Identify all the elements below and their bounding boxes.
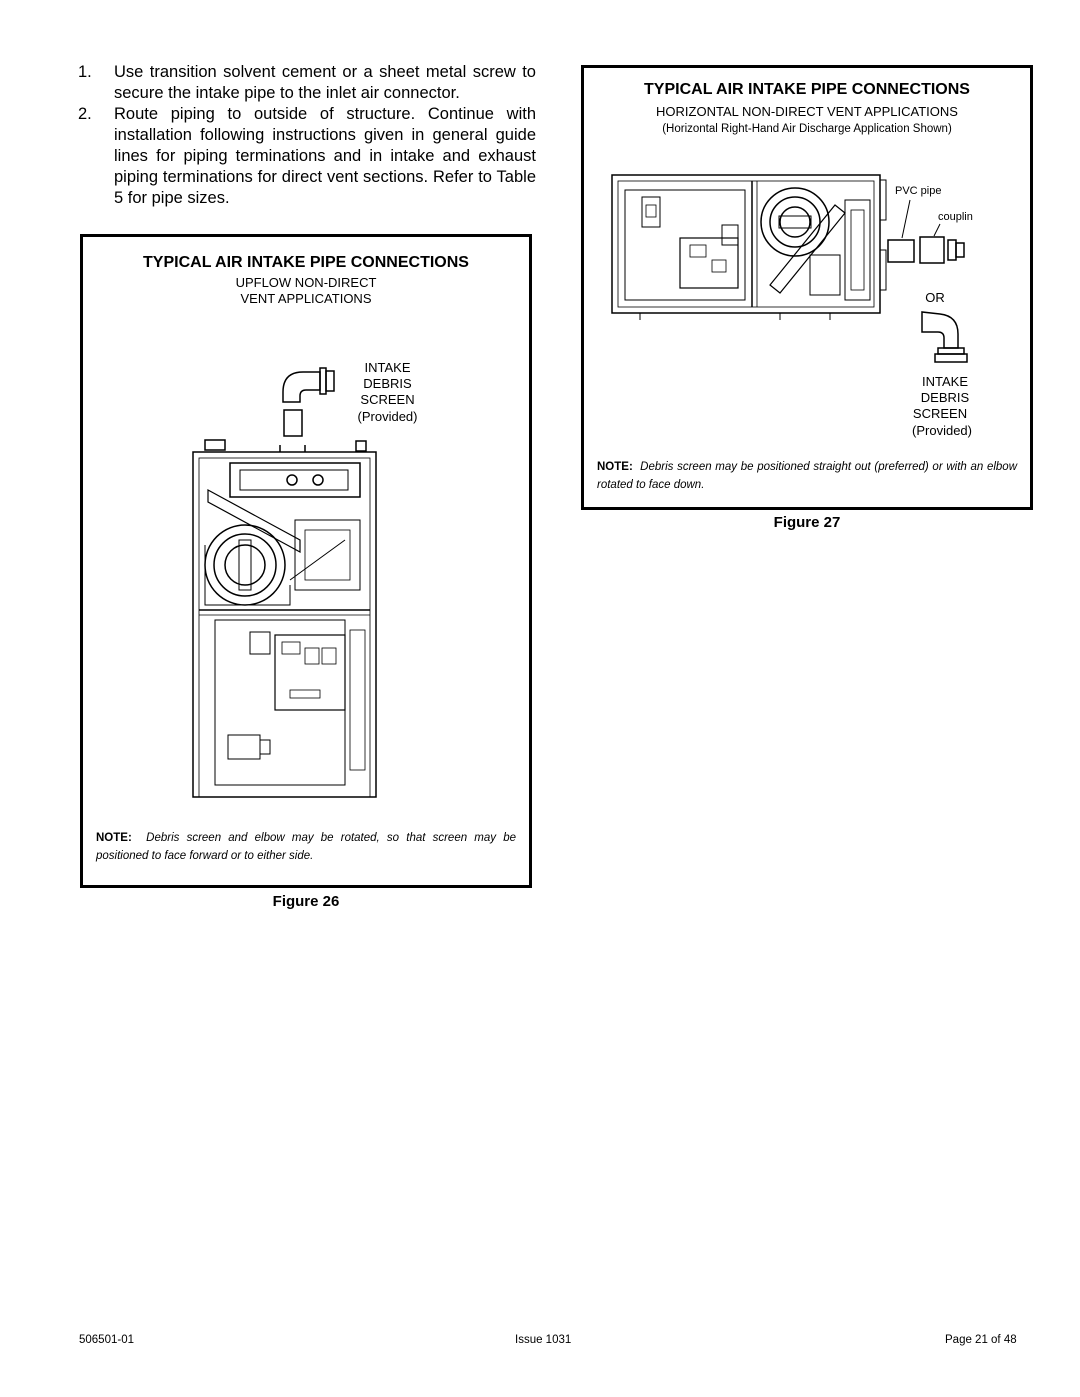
figure-26-label-intake: INTAKE xyxy=(364,360,411,375)
footer-doc-number: 506501-01 xyxy=(79,1334,134,1346)
figure-27-label-pvc-pipe: PVC pipe xyxy=(895,185,942,197)
figure-27-label-or: OR xyxy=(925,290,945,305)
step-text: Route piping to outside of structure. Continue with installation following instructions given in general guide lines for piping terminations and in intake and exhaust piping terminations for direct vent sections. Refer to Table 5 for pipe sizes. xyxy=(114,105,536,207)
figure-26-note-text: Debris screen and elbow may be rotated, so that screen may be positioned to face forward or to either side. xyxy=(96,832,517,862)
figure-27-subtitle: HORIZONTAL NON-DIRECT VENT APPLICATIONS xyxy=(656,104,958,119)
figure-27-label-intake: INTAKE xyxy=(922,374,968,389)
figure-26-label-debris: DEBRIS xyxy=(363,376,412,391)
step-number: 2. xyxy=(78,105,92,123)
figure-27-label-provided: (Provided) xyxy=(912,423,972,438)
figure-27-note-text: Debris screen may be positioned straight out (preferred) or with an elbow rotated to face down. xyxy=(597,461,1018,491)
figure-27-label-couplin: couplin xyxy=(938,211,973,223)
figure-27-label-debris: DEBRIS xyxy=(920,390,970,405)
footer-page-number: Page 21 of 48 xyxy=(945,1334,1017,1346)
figure-27-note xyxy=(597,458,1017,494)
figure-26-label-screen: SCREEN xyxy=(360,392,415,407)
step-number: 1. xyxy=(78,63,92,81)
figure-27-title: TYPICAL AIR INTAKE PIPE CONNECTIONS xyxy=(644,81,970,98)
figure-27-caption: Figure 27 xyxy=(773,514,841,531)
footer-issue: Issue 1031 xyxy=(515,1334,572,1346)
step-text: Use transition solvent cement or a sheet metal screw to secure the intake pipe to the inlet air connector. xyxy=(114,63,536,102)
figure-27-label-screen: SCREEN xyxy=(912,406,968,421)
figure-26-caption: Figure 26 xyxy=(272,893,340,910)
figure-26-subtitle-line1: UPFLOW NON-DIRECT xyxy=(235,275,377,290)
figure-27-subtitle-2: (Horizontal Right-Hand Air Discharge Application Shown) xyxy=(662,123,952,135)
figure-26-title: TYPICAL AIR INTAKE PIPE CONNECTIONS xyxy=(143,254,469,271)
figure-26-label-provided: (Provided) xyxy=(357,409,418,424)
figure-26-subtitle-line2: VENT APPLICATIONS xyxy=(240,291,372,306)
figure-26-note-label: NOTE: xyxy=(96,832,132,844)
figure-27-note-label: NOTE: xyxy=(597,461,633,473)
